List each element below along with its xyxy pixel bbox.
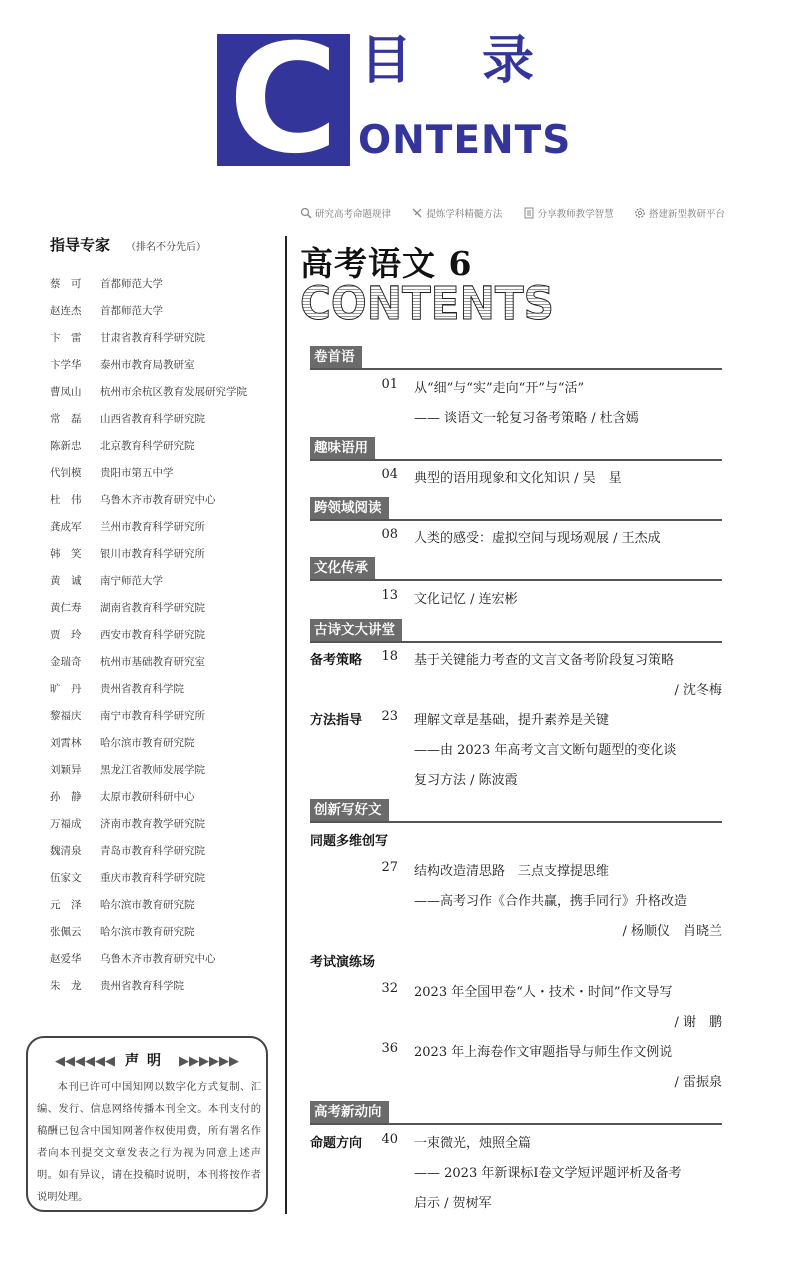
- section-header: [310, 437, 722, 461]
- expert-org: 银川市教育科学研究所: [100, 548, 205, 560]
- magnifier-icon: [300, 207, 312, 219]
- tools-icon: [411, 207, 423, 219]
- section-header: [310, 557, 722, 581]
- section-header: [310, 799, 722, 823]
- expert-row: [50, 924, 280, 951]
- article-subtitle: 复习方法 / 陈波霞: [414, 773, 518, 788]
- expert-row: [50, 384, 280, 411]
- article-author: / 杨顺仪 肖晓兰: [622, 924, 722, 939]
- expert-name: 孙 静: [50, 791, 82, 803]
- expert-row: [50, 951, 280, 978]
- expert-name: 黄仁寿: [50, 602, 82, 614]
- page-number: 08: [381, 527, 398, 542]
- expert-row: [50, 573, 280, 600]
- document-icon: [523, 207, 535, 219]
- expert-name: 杜 伟: [50, 494, 82, 506]
- page-number: 40: [381, 1132, 398, 1147]
- expert-name: 曹凤山: [50, 386, 82, 398]
- expert-org: 杭州市基础教育研究室: [100, 656, 205, 668]
- expert-org: 哈尔滨市教育研究院: [100, 899, 195, 911]
- expert-org: 山西省教育科学研究院: [100, 413, 205, 425]
- expert-row: [50, 330, 280, 357]
- expert-row: [50, 978, 280, 1005]
- expert-name: 龚成军: [50, 521, 82, 533]
- section-label: 创新写好文: [310, 799, 389, 821]
- expert-name: 朱 龙: [50, 980, 82, 992]
- section-header: [310, 497, 722, 521]
- article-author: / 谢 鹏: [674, 1015, 722, 1030]
- statement-body: 本刊已许可中国知网以数字化方式复制、汇编、发行、信息网络传播本刊全文。本刊支付的稿酬已包含中国知网著作权使用费，所有署名作者向本刊提交文章发表之行为视为同意上述声明。如有异议，请在投稿时说明，本刊将按作者说明处理。: [37, 1081, 261, 1203]
- section-header: [310, 1101, 722, 1125]
- expert-row: [50, 357, 280, 384]
- expert-name: 赵爱华: [50, 953, 82, 965]
- expert-row: [50, 897, 280, 924]
- article-title[interactable]: 从“细”与“实”走向“开”与“活”: [414, 381, 585, 396]
- article-title[interactable]: 文化记忆 / 连宏彬: [414, 592, 518, 607]
- expert-row: [50, 627, 280, 654]
- article-author: / 沈冬梅: [674, 683, 722, 698]
- column-name: 同题多维创写: [310, 834, 389, 849]
- slogan-text: 研究高考命题规律: [315, 209, 392, 220]
- experts-note: （排名不分先后）: [126, 242, 206, 253]
- right-arrows-icon: ▶▶▶▶▶▶: [179, 1054, 239, 1069]
- column-divider: [285, 236, 287, 1214]
- expert-org: 济南市教育教学研究院: [100, 818, 205, 830]
- expert-row: [50, 735, 280, 762]
- slogan-text: 分享教师教学智慧: [537, 209, 614, 220]
- page-number: 18: [381, 649, 398, 664]
- left-arrows-icon: ◀◀◀◀◀◀: [55, 1054, 115, 1069]
- expert-name: 赵连杰: [50, 305, 82, 317]
- section-label: 文化传承: [310, 557, 375, 579]
- expert-org: 哈尔滨市教育研究院: [100, 926, 195, 938]
- slogan-text: 搭建新型教研平台: [648, 209, 725, 220]
- expert-row: [50, 816, 280, 843]
- expert-org: 哈尔滨市教育研究院: [100, 737, 195, 749]
- expert-name: 蔡 可: [50, 278, 82, 290]
- expert-row: [50, 411, 280, 438]
- expert-name: 刘颖异: [50, 764, 82, 776]
- expert-row: [50, 654, 280, 681]
- expert-org: 兰州市教育科学研究所: [100, 521, 205, 533]
- section-label: 古诗文大讲堂: [310, 619, 402, 641]
- experts-title: 指导专家: [50, 236, 111, 254]
- slogan-item: [411, 206, 502, 220]
- expert-name: 陈新忠: [50, 440, 82, 452]
- slogan-item: [300, 206, 391, 220]
- expert-org: 泰州市教育局教研室: [100, 359, 195, 371]
- expert-row: [50, 276, 280, 303]
- slogan-text: 提炼学科精髓方法: [426, 209, 503, 220]
- expert-row: [50, 843, 280, 870]
- expert-org: 南宁师范大学: [100, 575, 163, 587]
- expert-name: 卞 雷: [50, 332, 82, 344]
- expert-name: 贾 玲: [50, 629, 82, 641]
- expert-org: 北京教育科学研究院: [100, 440, 195, 452]
- section-label: 趣味语用: [310, 437, 375, 459]
- expert-org: 重庆市教育科学研究院: [100, 872, 205, 884]
- expert-org: 西安市教育科学研究院: [100, 629, 205, 641]
- article-title[interactable]: 2023 年全国甲卷“人・技术・时间”作文导写: [414, 985, 673, 1000]
- expert-name: 元 泽: [50, 899, 82, 911]
- page-number: 13: [381, 588, 398, 603]
- expert-name: 万福成: [50, 818, 82, 830]
- expert-org: 杭州市余杭区教育发展研究学院: [100, 386, 247, 398]
- expert-org: 首都师范大学: [100, 305, 163, 317]
- contents-word: CONTENTS: [300, 283, 554, 325]
- expert-org: 黑龙江省教师发展学院: [100, 764, 205, 776]
- article-subtitle: 启示 / 贺树军: [414, 1196, 492, 1211]
- expert-name: 常 磊: [50, 413, 82, 425]
- contents-wordmark: [300, 283, 560, 325]
- article-title[interactable]: 理解文章是基础，提升素养是关键: [414, 713, 610, 728]
- column-name: 命题方向: [310, 1136, 363, 1151]
- article-subtitle: —— 谈语文一轮复习备考策略 / 杜含嫣: [414, 411, 639, 426]
- expert-row: [50, 303, 280, 330]
- magazine-title: 高考语文 6: [300, 244, 473, 283]
- expert-row: [50, 465, 280, 492]
- article-title[interactable]: 结构改造清思路 三点支撑提思维: [414, 864, 610, 879]
- expert-name: 代钊模: [50, 467, 82, 479]
- section-label: 高考新动向: [310, 1101, 389, 1123]
- expert-org: 青岛市教育科学研究院: [100, 845, 205, 857]
- expert-name: 伍家文: [50, 872, 82, 884]
- expert-name: 韩 笑: [50, 548, 82, 560]
- page-number: 01: [381, 377, 398, 392]
- section-header: [310, 346, 722, 370]
- expert-name: 卞学华: [50, 359, 82, 371]
- expert-org: 贵阳市第五中学: [100, 467, 174, 479]
- page-number: 32: [381, 981, 398, 996]
- expert-org: 湖南省教育科学研究院: [100, 602, 205, 614]
- expert-org: 南宁市教育科学研究所: [100, 710, 205, 722]
- article-title[interactable]: 典型的语用现象和文化知识 / 吴 星: [414, 471, 622, 486]
- article-subtitle: ——由 2023 年高考文言文断句题型的变化谈: [414, 743, 677, 758]
- slogan-item: [634, 206, 725, 220]
- expert-row: [50, 600, 280, 627]
- column-name: 考试演练场: [310, 955, 376, 970]
- page-number: 23: [381, 709, 398, 724]
- expert-name: 金瑞奇: [50, 656, 82, 668]
- article-title[interactable]: 人类的感受：虚拟空间与现场观展 / 王杰成: [414, 531, 661, 546]
- expert-org: 首都师范大学: [100, 278, 163, 290]
- statement-title: 声明: [125, 1053, 169, 1069]
- slogan-bar: [300, 206, 725, 220]
- article-author: / 雷振泉: [674, 1075, 722, 1090]
- expert-org: 乌鲁木齐市教育研究中心: [100, 953, 216, 965]
- page-title-cn: 目录: [360, 31, 605, 91]
- expert-row: [50, 519, 280, 546]
- expert-row: [50, 492, 280, 519]
- slogan-item: [523, 206, 614, 220]
- expert-row: [50, 789, 280, 816]
- expert-row: [50, 708, 280, 735]
- page-number: 36: [381, 1041, 398, 1056]
- expert-name: 黎福庆: [50, 710, 82, 722]
- expert-name: 黄 诚: [50, 575, 82, 587]
- expert-org: 甘肃省教育科学研究院: [100, 332, 205, 344]
- page-number: 04: [381, 467, 398, 482]
- logo-letter: C: [228, 13, 339, 187]
- expert-row: [50, 681, 280, 708]
- page-number: 27: [381, 860, 398, 875]
- expert-row: [50, 438, 280, 465]
- expert-org: 太原市教研科研中心: [100, 791, 195, 803]
- article-title[interactable]: 基于关键能力考查的文言文备考阶段复习策略: [414, 653, 675, 668]
- column-name: 方法指导: [310, 713, 363, 728]
- section-label: 卷首语: [310, 346, 362, 368]
- expert-org: 贵州省教育科学院: [100, 683, 184, 695]
- expert-org: 乌鲁木齐市教育研究中心: [100, 494, 216, 506]
- article-title[interactable]: 一束微光，烛照全篇: [414, 1136, 532, 1151]
- expert-name: 魏清泉: [50, 845, 82, 857]
- expert-row: [50, 762, 280, 789]
- expert-org: 贵州省教育科学院: [100, 980, 184, 992]
- column-name: 备考策略: [310, 653, 363, 668]
- article-subtitle: ——高考习作《合作共赢，携手同行》升格改造: [414, 894, 688, 909]
- article-subtitle: —— 2023 年新课标Ⅰ卷文学短评题评析及备考: [414, 1166, 682, 1181]
- expert-name: 旷 丹: [50, 683, 82, 695]
- section-header: [310, 619, 722, 643]
- expert-name: 刘霄林: [50, 737, 82, 749]
- statement-header: [26, 1050, 268, 1070]
- expert-name: 张佩云: [50, 926, 82, 938]
- section-label: 跨领域阅读: [310, 497, 389, 519]
- experts-list: [50, 276, 280, 1005]
- expert-row: [50, 546, 280, 573]
- page-title-en: ONTENTS: [358, 118, 572, 163]
- expert-row: [50, 870, 280, 897]
- gear-icon: [634, 207, 646, 219]
- article-title[interactable]: 2023 年上海卷作文审题指导与师生作文例说: [414, 1045, 673, 1060]
